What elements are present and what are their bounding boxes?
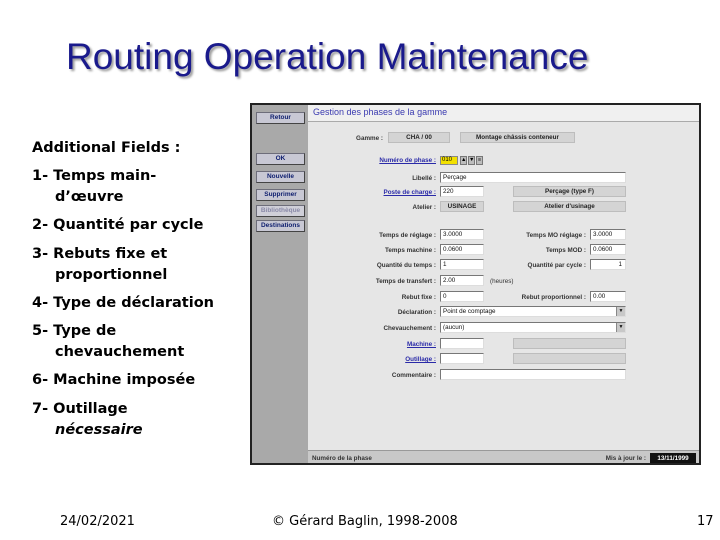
commentaire-field[interactable] — [440, 369, 626, 380]
phase-down-icon[interactable]: ▼ — [469, 157, 475, 163]
list-item-machine-imposee — [32, 370, 247, 391]
temps-transfert-field[interactable]: 2.00 — [440, 275, 484, 286]
bibliotheque-button[interactable]: Bibliothèque — [256, 205, 305, 217]
item-line-cont: d’œuvre — [55, 189, 124, 205]
quantite-cycle-field[interactable]: 1 — [590, 259, 626, 270]
poste-charge-name-field: Perçage (type F) — [513, 186, 626, 197]
phase-up-icon[interactable]: ▲ — [461, 157, 467, 163]
list-item-temps-main-oeuvre — [32, 166, 247, 208]
temps-mo-reglage-label: Temps MO réglage : — [526, 232, 586, 239]
item-line: Temps main- — [53, 168, 157, 184]
transfert-unit: (heures) — [490, 278, 514, 285]
form-header — [308, 105, 701, 122]
footer-date: 24/02/2021 — [60, 514, 135, 529]
declaration-select[interactable] — [440, 306, 626, 317]
maj-date: 13/11/1999 — [650, 453, 696, 464]
poste-charge-field[interactable]: 220 — [440, 186, 484, 197]
nouvelle-button[interactable]: Nouvelle — [256, 171, 305, 183]
footer-copyright: © Gérard Baglin, 1998-2008 — [272, 514, 458, 529]
status-bar — [308, 450, 701, 465]
temps-mo-reglage-field[interactable]: 3.0000 — [590, 229, 626, 240]
numero-phase-label[interactable]: Numéro de phase : — [379, 157, 436, 164]
gamme-code-field: CHA / 00 — [388, 132, 450, 143]
gamme-name-field: Montage châssis conteneur — [460, 132, 575, 143]
phase-form — [308, 105, 701, 450]
temps-transfert-label: Temps de transfert : — [375, 278, 436, 285]
item-number: 6- — [32, 372, 54, 388]
item-line-cont: proportionnel — [55, 267, 168, 283]
item-number: 1- — [32, 168, 54, 184]
temps-machine-field[interactable]: 0.0600 — [440, 244, 484, 255]
atelier-name-field: Atelier d'usinage — [513, 201, 626, 212]
ok-button[interactable]: OK — [256, 153, 305, 165]
status-left: Numéro de la phase — [312, 455, 372, 462]
slide-title: Routing Operation Maintenance — [66, 36, 589, 77]
item-line: Machine imposée — [53, 372, 196, 388]
rebut-proportionnel-label: Rebut proportionnel : — [521, 294, 586, 301]
footer-page-number: 17 — [697, 514, 714, 529]
app-window — [250, 103, 701, 465]
chevauchement-value: (aucun) — [443, 324, 465, 331]
list-item-quantite-cycle — [32, 215, 247, 236]
outillage-label[interactable]: Outillage : — [405, 356, 436, 363]
item-line-cont: chevauchement — [55, 344, 185, 360]
numero-phase-field[interactable]: 010 — [440, 156, 458, 165]
quantite-cycle-label: Quantité par cycle : — [527, 262, 586, 269]
temps-mod-field[interactable]: 0.0600 — [590, 244, 626, 255]
item-number: 2- — [32, 217, 54, 233]
quantite-temps-field[interactable]: 1 — [440, 259, 484, 270]
sidebar — [252, 105, 308, 463]
outillage-name-field — [513, 353, 626, 364]
machine-name-field — [513, 338, 626, 349]
declaration-value: Point de comptage — [443, 308, 496, 315]
destinations-button[interactable]: Destinations — [256, 220, 305, 232]
item-line: Type de déclaration — [53, 295, 214, 311]
form-title: Gestion des phases de la gamme — [313, 107, 448, 117]
temps-mod-label: Temps MOD : — [545, 247, 586, 254]
rebut-fixe-label: Rebut fixe : — [401, 294, 436, 301]
temps-reglage-field[interactable]: 3.0000 — [440, 229, 484, 240]
commentaire-label: Commentaire : — [391, 372, 436, 379]
chevauchement-select[interactable] — [440, 322, 626, 333]
maj-label: Mis à jour le : — [605, 455, 646, 462]
temps-reglage-label: Temps de réglage : — [379, 232, 436, 239]
libelle-label: Libellé : — [412, 175, 436, 182]
list-item-type-declaration — [32, 293, 247, 314]
quantite-temps-label: Quantité du temps : — [376, 262, 436, 269]
phase-list-icon[interactable]: ≡ — [477, 157, 482, 163]
item-line: Outillage — [53, 401, 128, 417]
machine-label[interactable]: Machine : — [406, 341, 436, 348]
supprimer-button[interactable]: Supprimer — [256, 189, 305, 201]
item-number: 5- — [32, 323, 54, 339]
item-number: 4- — [32, 295, 54, 311]
poste-charge-label[interactable]: Poste de charge : — [383, 189, 436, 196]
temps-machine-label: Temps machine : — [385, 247, 436, 254]
list-item-chevauchement — [32, 321, 247, 363]
item-line: Type de — [53, 323, 117, 339]
atelier-code-field: USINAGE — [440, 201, 484, 212]
item-line-cont: nécessaire — [55, 422, 143, 438]
chevron-down-icon[interactable]: ▼ — [616, 323, 625, 332]
fields-heading: Additional Fields : — [32, 140, 181, 156]
machine-field[interactable] — [440, 338, 484, 349]
item-line: Quantité par cycle — [53, 217, 204, 233]
item-line: Rebuts fixe et — [53, 246, 168, 262]
item-number: 7- — [32, 401, 54, 417]
rebut-fixe-field[interactable]: 0 — [440, 291, 484, 302]
list-item-rebuts — [32, 244, 247, 286]
item-number: 3- — [32, 246, 54, 262]
chevron-down-icon[interactable]: ▼ — [616, 307, 625, 316]
chevauchement-label: Chevauchement : — [383, 325, 436, 332]
atelier-label: Atelier : — [412, 204, 436, 211]
libelle-field[interactable]: Perçage — [440, 172, 626, 183]
declaration-label: Déclaration : — [397, 309, 436, 316]
rebut-proportionnel-field[interactable]: 0.00 — [590, 291, 626, 302]
list-item-outillage — [32, 399, 247, 441]
outillage-field[interactable] — [440, 353, 484, 364]
gamme-label: Gamme : — [356, 135, 383, 142]
retour-button[interactable]: Retour — [256, 112, 305, 124]
